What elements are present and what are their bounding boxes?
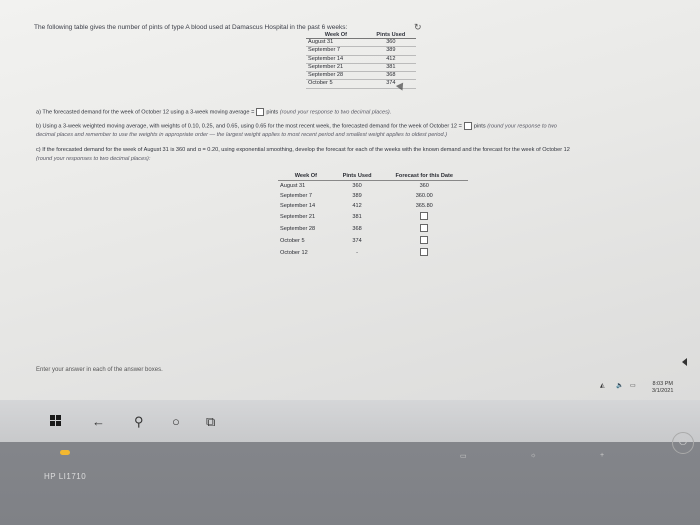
table-row: September 14 412 — [306, 55, 416, 63]
table-row: August 31 360 — [306, 39, 416, 47]
pints-table — [306, 32, 416, 89]
table-row: October 5 374 — [278, 235, 468, 247]
monitor-brand: HP LI1710 — [44, 472, 87, 481]
question-b: b) Using a 3-week weighted moving average, with weights of 0.10, 0.25, and 0.65, using 0.65 for the most recent week, the forecasted demand for the week of October 12 = pints (round your response to two — [36, 123, 557, 130]
keyboard-icon[interactable]: ▭ — [630, 383, 636, 389]
taskbar — [0, 400, 700, 442]
answer-a-input[interactable] — [256, 108, 264, 116]
table-row: September 14 412 365.80 — [280, 203, 433, 210]
forecast-input[interactable] — [420, 212, 428, 220]
brightness-button-icon[interactable]: ☼ — [530, 452, 537, 459]
windows-start-icon[interactable] — [50, 415, 61, 426]
volume-icon[interactable]: 🔈 — [616, 383, 624, 389]
col-week-of: Week Of — [306, 32, 366, 39]
intro-text: The following table gives the number of pints of type A blood used at Damascus Hospital in the past 6 weeks: — [34, 24, 348, 31]
network-icon[interactable]: ◭ — [600, 383, 605, 389]
power-button-icon[interactable]: ⏻ — [672, 432, 694, 454]
question-c-note: (round your responses to two decimal places): — [36, 156, 151, 162]
plus-button-icon[interactable]: + — [600, 452, 605, 459]
question-c: c) If the forecasted demand for the week of August 31 is 360 and α = 0.20, using exponential smoothing, develop the forecast for each of the weeks with the known demand and the forecast for the week of October 12 — [36, 147, 570, 153]
question-a: a) The forecasted demand for the week of October 12 using a 3-week moving average = pints (round your response to two decimal places). — [36, 109, 392, 116]
question-b-note: decimal places and remember to use the weights in appropriate order — the largest weight applies to most recent period and smallest weight applies to oldest period.) — [36, 132, 448, 138]
table-row: September 28 368 — [278, 223, 468, 235]
table-row: September 28 368 — [306, 72, 416, 80]
table-row: September 21 381 — [306, 63, 416, 71]
col-pints-used: Pints Used — [334, 172, 381, 181]
table-row: August 31 360 360 — [280, 182, 429, 189]
power-led — [60, 450, 70, 455]
task-view-icon[interactable]: ⧉ — [206, 414, 216, 429]
col-pints-used: Pints Used — [366, 32, 416, 39]
collapse-arrow-icon[interactable] — [682, 358, 687, 366]
col-forecast: Forecast for this Date — [380, 172, 468, 181]
forecast-table — [278, 172, 468, 259]
table-row: October 12 - — [278, 247, 468, 259]
table-row: September 21 381 — [278, 211, 468, 223]
clock[interactable]: 8:03 PM 3/1/2021 — [652, 381, 674, 394]
table-row: September 7 389 360.00 — [280, 192, 433, 199]
forecast-input[interactable] — [420, 236, 428, 244]
menu-button-icon[interactable]: ▭ — [460, 453, 467, 460]
cortana-circle-icon[interactable]: ○ — [172, 414, 180, 429]
table-row: October 5 374 — [306, 80, 416, 88]
forecast-input[interactable] — [420, 248, 428, 256]
table-row: September 7 389 — [306, 47, 416, 55]
instruction-footer: Enter your answer in each of the answer boxes. — [36, 367, 163, 373]
search-icon[interactable]: ⚲ — [134, 414, 144, 429]
refresh-icon[interactable]: ↻ — [414, 22, 422, 32]
forecast-input[interactable] — [420, 224, 428, 232]
back-arrow-icon[interactable]: ← — [92, 414, 105, 429]
col-week-of: Week Of — [278, 172, 334, 181]
answer-b-input[interactable] — [464, 122, 472, 130]
